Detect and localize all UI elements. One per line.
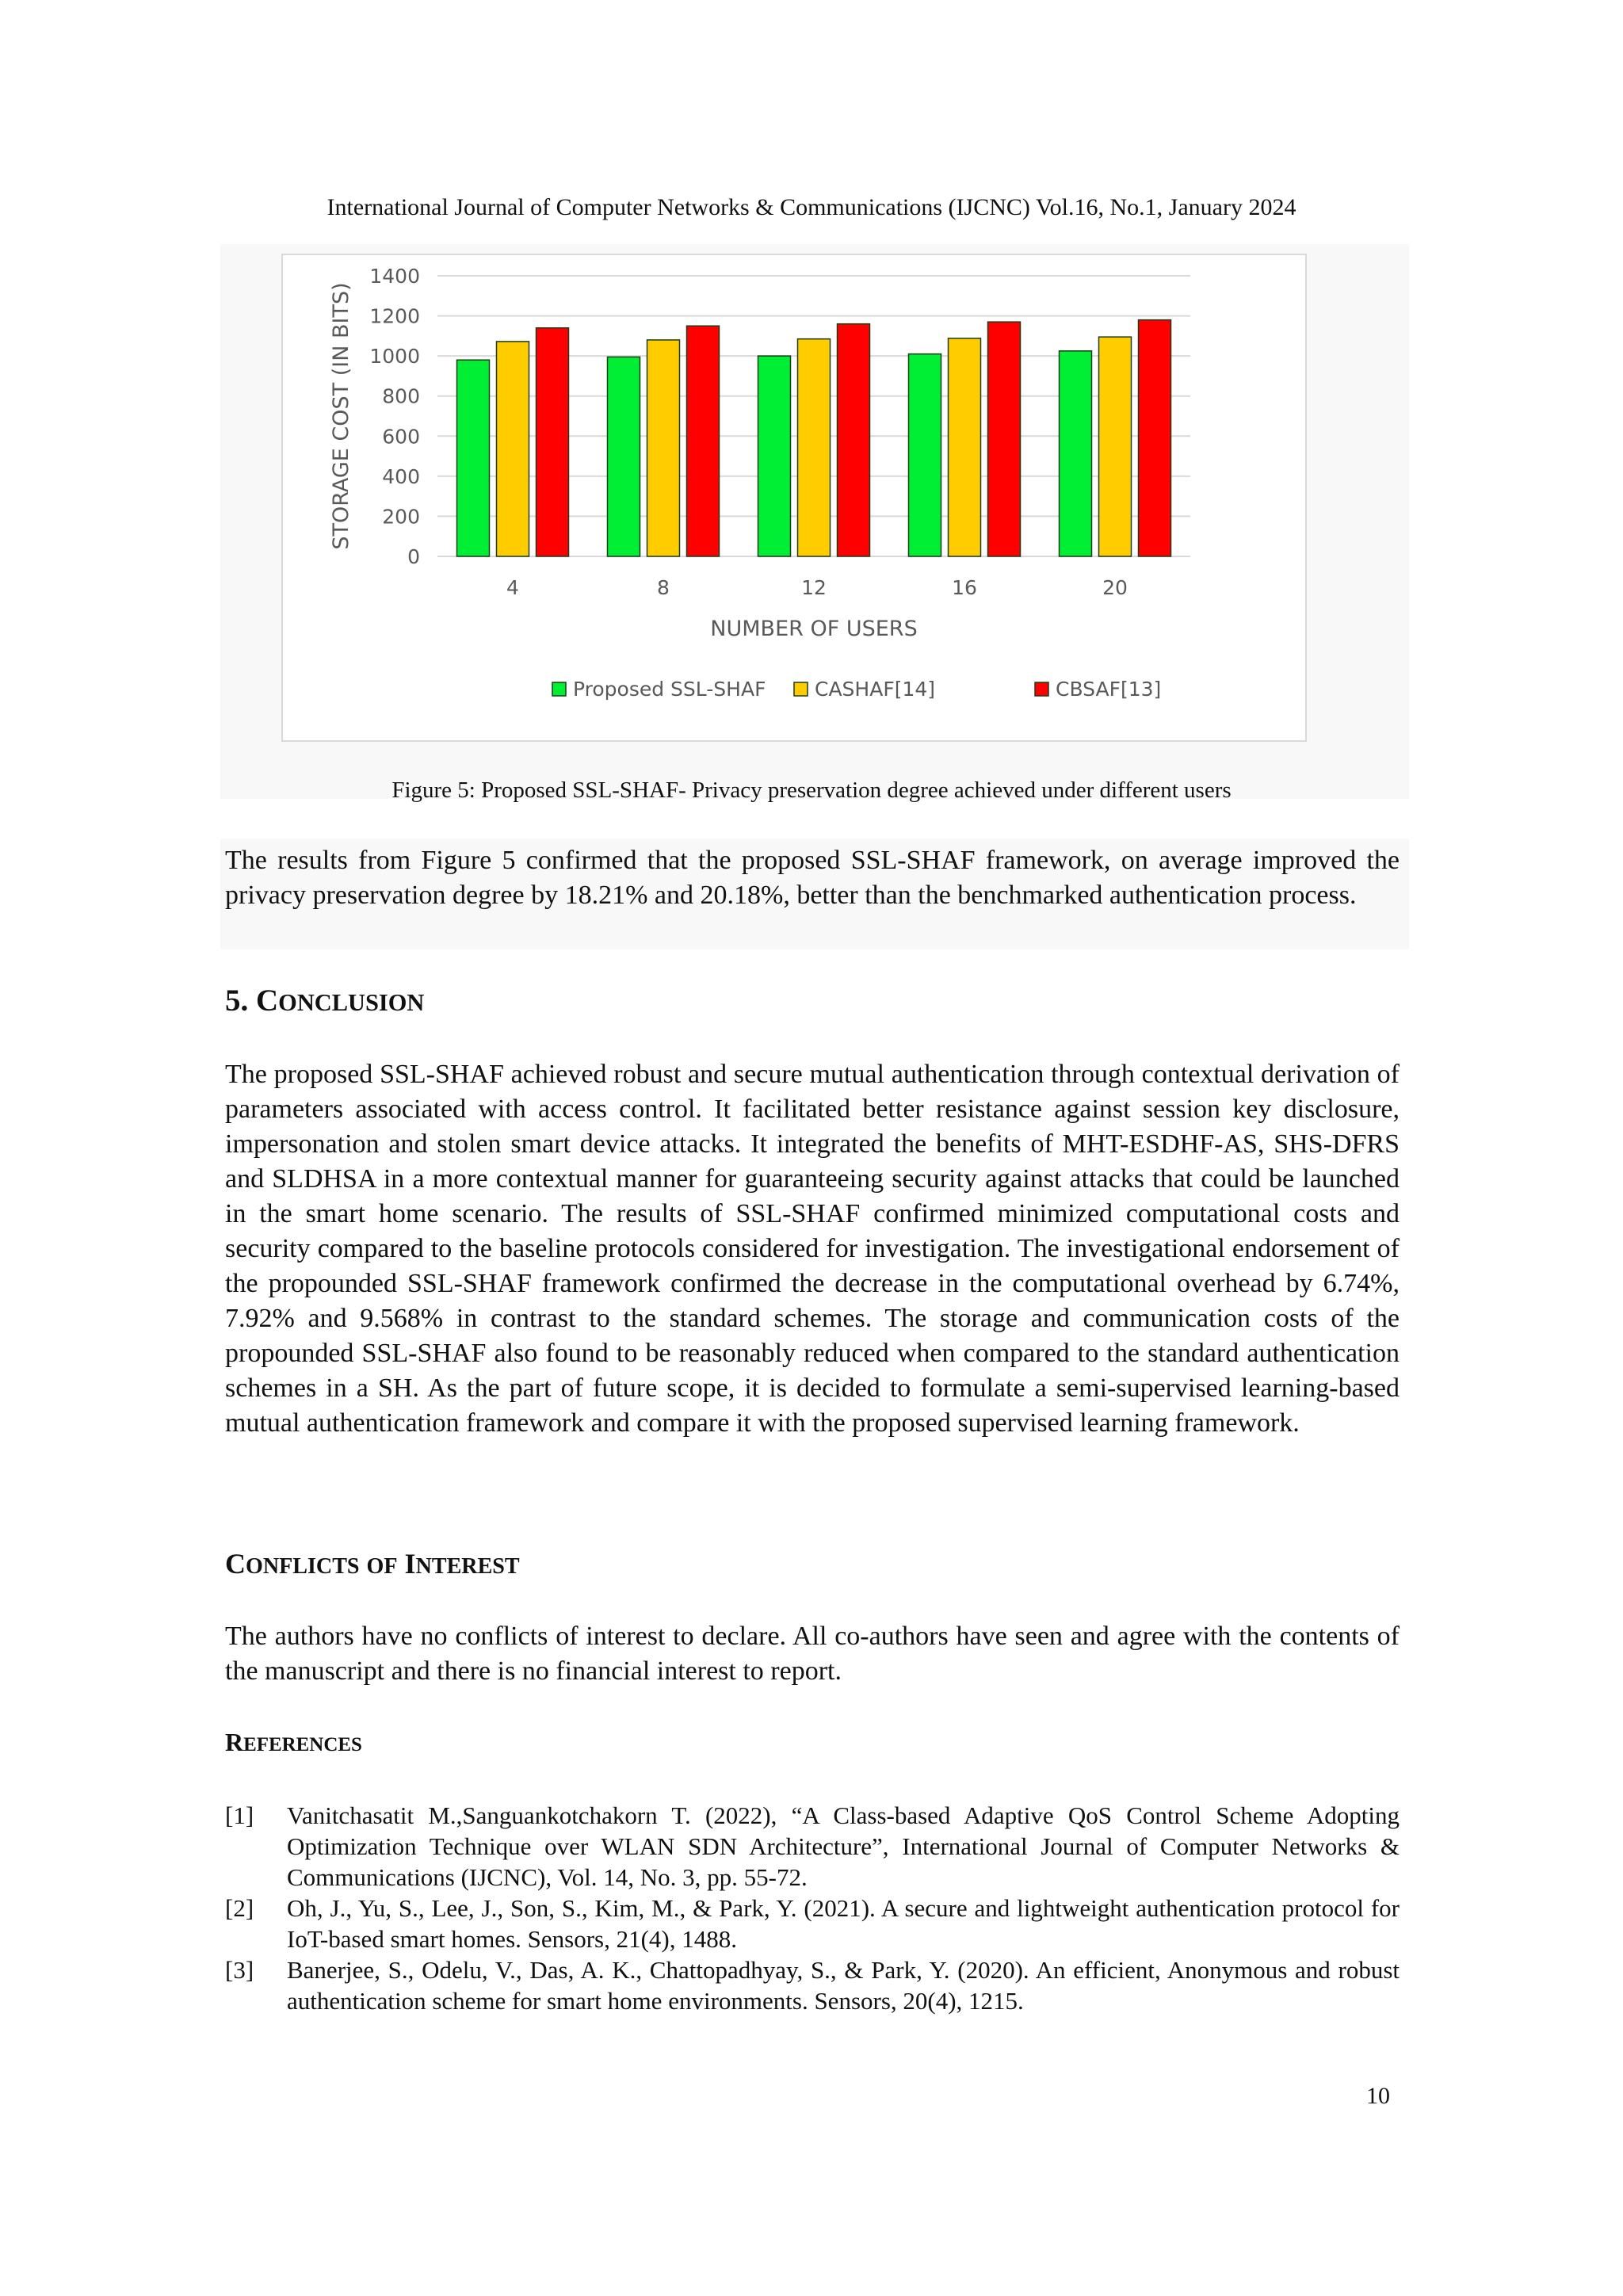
y-axis-label: STORAGE COST (IN BITS): [329, 282, 353, 550]
bar: [988, 322, 1021, 556]
y-tick-label: 800: [382, 384, 420, 408]
bar: [909, 354, 941, 556]
reference-text: Vanitchasatit M.,Sanguankotchakorn T. (2022), “A Class-based Adaptive QoS Control Scheme Adopting Optimization Technique over WLAN SDN Architecture”, International Journal of Computer Networks & Communications (IJCNC), Vol. 14, No. 3, pp. 55-72.: [287, 1801, 1400, 1891]
reference-item: [225, 1893, 1400, 1954]
y-tick-label: 400: [382, 464, 420, 488]
conclusion-body: The proposed SSL-SHAF achieved robust and secure mutual authentication through contextual derivation of parameters associated with access control. It facilitated better resistance against session key disclosure, impersonation and stolen smart device attacks. It integrated the benefits of MHT-ESDHF-AS, SHS-DFRS and SLDHSA in a more contextual manner for guaranteeing security against attacks that could be launched in the smart home scenario. The results of SSL-SHAF confirmed minimized computational costs and security compared to the baseline protocols considered for investigation. The investigational endorsement of the propounded SSL-SHAF framework confirmed the decrease in the computational overhead by 6.74%, 7.92% and 9.568% in contrast to the standard schemes. The storage and communication costs of the propounded SSL-SHAF also found to be reasonably reduced when compared to the standard authentication schemes in a SH. As the part of future scope, it is decided to formulate a semi-supervised learning-based mutual authentication framework and compare it with the proposed supervised learning framework.: [225, 1060, 1400, 1438]
references-heading: [225, 1728, 362, 1757]
reference-number: [3]: [225, 1956, 254, 1984]
x-axis-label: NUMBER OF USERS: [710, 617, 918, 641]
bar: [687, 326, 720, 556]
bar: [1139, 320, 1171, 556]
y-tick-label: 200: [382, 505, 420, 529]
bar: [838, 324, 870, 556]
y-tick-label: 1400: [369, 265, 420, 288]
reference-item: [225, 1800, 1400, 1893]
bar: [457, 360, 490, 556]
conflicts-heading-initial: C: [225, 1548, 246, 1580]
conflicts-body: The authors have no conflicts of interest to declare. All co-authors have seen and agree with the contents of the manuscript and there is no financial interest to report.: [225, 1622, 1400, 1686]
conclusion-heading-rest: ONCLUSION: [278, 989, 425, 1016]
legend-swatch: [552, 682, 566, 696]
chart-frame: [281, 254, 1307, 742]
conflicts-heading-initial-2: I: [404, 1548, 416, 1580]
legend-label: CASHAF[14]: [815, 678, 936, 701]
legend-label: CBSAF[13]: [1056, 678, 1162, 701]
x-tick-label: 12: [801, 576, 827, 599]
bar: [608, 357, 640, 556]
x-tick-label: 16: [952, 576, 977, 599]
legend-label: Proposed SSL-SHAF: [573, 678, 766, 701]
y-tick-label: 1000: [369, 345, 420, 369]
bar: [1060, 351, 1092, 556]
running-header: International Journal of Computer Networks & Communications (IJCNC) Vol.16, No.1, January 2024: [327, 194, 1296, 220]
y-tick-label: 0: [407, 545, 420, 568]
y-tick-label: 600: [382, 425, 420, 449]
conflicts-heading-word3: NTEREST: [415, 1554, 520, 1579]
conclusion-number: 5.: [225, 984, 249, 1018]
conflicts-heading-word1: ONFLICTS: [246, 1554, 360, 1579]
reference-item: [225, 1954, 1400, 2016]
figure-caption: Figure 5: Proposed SSL-SHAF- Privacy preservation degree achieved under different users: [391, 777, 1232, 803]
reference-number: [2]: [225, 1894, 254, 1922]
references-heading-initial: R: [225, 1728, 244, 1756]
results-paragraph: The results from Figure 5 confirmed that the proposed SSL-SHAF framework, on average improved the privacy preservation degree by 18.21% and 20.18%, better than the benchmarked authentication process.: [225, 846, 1400, 910]
conflicts-heading: [225, 1547, 520, 1580]
bar: [537, 328, 569, 556]
storage-cost-bar-chart: [283, 255, 1305, 740]
bar: [798, 339, 831, 556]
conflicts-heading-word2: OF: [366, 1554, 398, 1579]
bar: [1099, 337, 1132, 556]
y-tick-label: 1200: [369, 304, 420, 328]
x-tick-label: 4: [506, 576, 519, 599]
bar: [647, 340, 680, 556]
legend-swatch: [1035, 682, 1048, 696]
reference-number: [1]: [225, 1801, 254, 1829]
reference-text: Banerjee, S., Odelu, V., Das, A. K., Chattopadhyay, S., & Park, Y. (2020). An efficient, Anonymous and robust authentication scheme for smart home environments. Sensors, 20(4), 1215.: [287, 1956, 1400, 2015]
reference-text: Oh, J., Yu, S., Lee, J., Son, S., Kim, M., & Park, Y. (2021). A secure and lightweight authentication protocol for IoT-based smart homes. Sensors, 21(4), 1488.: [287, 1894, 1400, 1953]
x-tick-label: 20: [1102, 576, 1128, 599]
bar: [497, 342, 529, 556]
x-tick-label: 8: [657, 576, 670, 599]
conclusion-heading-initial: C: [256, 984, 279, 1018]
conclusion-heading: [225, 983, 424, 1018]
page-number: 10: [1366, 2083, 1390, 2109]
legend-swatch: [794, 682, 808, 696]
bar: [758, 356, 791, 556]
reference-list: [225, 1800, 1400, 2016]
references-heading-rest: EFERENCES: [243, 1734, 362, 1755]
bar: [949, 338, 981, 556]
